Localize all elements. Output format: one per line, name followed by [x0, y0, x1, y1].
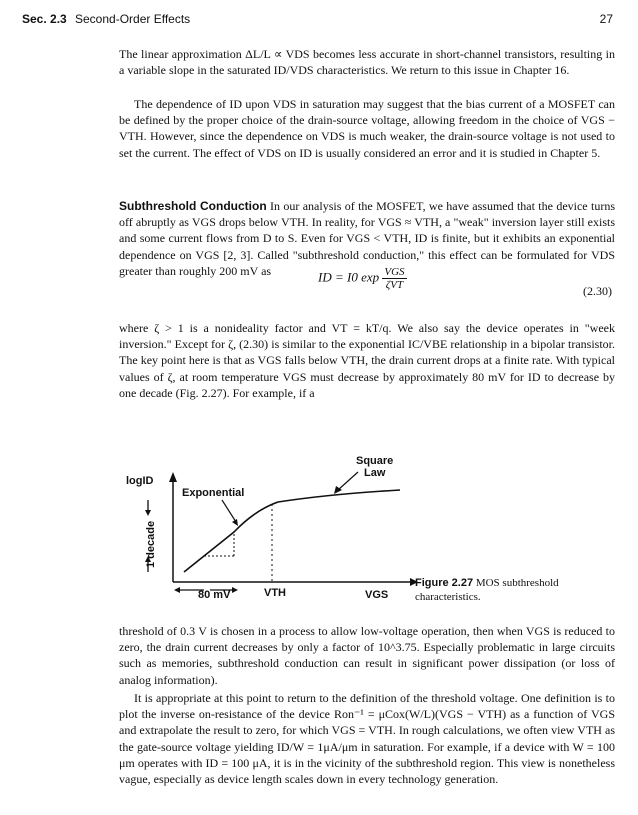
- section-number: Sec. 2.3: [22, 12, 67, 26]
- paragraph-4: where ζ > 1 is a nonideality factor and VT = kT/q. We also say the device operates in "week inversion." Except for ζ, (2.30) is similar to the exponential IC/VBE relationship in a bipolar transistor. The key point here is that as VGS falls below VTH, the drain current drops at a finite rate. With typical values of ζ, at room temperature VGS must decrease by approximately 80 mV for ID to decrease by one decade (Fig. 2.27). For example, if a: [119, 321, 615, 400]
- subthreshold-text: In our analysis of the MOSFET, we have assumed that the device turns off abruptly as VGS drops below VTH. In reality, for VGS ≈ VTH, a "weak" inversion layer still exists and some current flows from D to S. Even for VGS < VTH, ID is finite, but it exhibits an exponential dependence on VGS [2, 3]. Called "subthreshold conduction," this effect can be formulated for VDS greater than roughly 200 mV as: [119, 199, 615, 278]
- paragraph-2: The dependence of ID upon VDS in saturation may suggest that the bias current of a MOSFET can be defined by the proper choice of the drain-source voltage, allowing freedom in the choice of VGS − VTH. However, since the dependence on VDS is much weaker, the drain-source voltage is not used to set the current. The effect of VDS on ID is usually considered an error and it is studied in Chapter 5.: [119, 97, 615, 160]
- paragraph-1: The linear approximation ΔL/L ∝ VDS becomes less accurate in short-channel transistors, resulting in a variable slope in the saturated ID/VDS characteristics. We return to this issue in Chapter 16.: [119, 47, 615, 78]
- equation-2-30: [318, 266, 407, 291]
- subthreshold-heading: Subthreshold Conduction: [119, 199, 267, 213]
- delta-arrowhead-left: [174, 587, 180, 593]
- equation-number: (2.30): [583, 284, 612, 298]
- running-title: Second-Order Effects: [75, 12, 191, 26]
- vth-label: VTH: [264, 587, 286, 599]
- paragraph-5: threshold of 0.3 V is chosen in a process to allow low-voltage operation, then when VGS is reduced to zero, the drain current decreases by only a factor of 10^3.75. Especially problematic in large circuits such as memories, subthreshold conduction can result in significant power dissipation (or loss of analog information).: [119, 624, 615, 687]
- law-label: Law: [364, 467, 386, 479]
- y-axis-arrow: [169, 472, 177, 482]
- figure-caption: [415, 576, 615, 604]
- delta-label: 80 mV: [198, 589, 231, 601]
- equation-fraction: [382, 266, 406, 291]
- decade-label: 1 decade: [145, 520, 157, 568]
- square-label: Square: [356, 455, 394, 467]
- exponential-pointer: [222, 500, 236, 522]
- y-axis-label: logID: [126, 475, 154, 487]
- paragraph-6: It is appropriate at this point to return to the definition of the threshold voltage. One definition is to plot the inverse on-resistance of the device Ron⁻¹ = μCox(W/L)(VGS − VTH) as a function of VGS and extrapolate the result to zero, for which VGS = VTH. In rough calculations, we often view VTH as the gate-source voltage yielding ID/W = 1μA/μm in saturation. For example, if a device with W = 100 μm operates with ID = 100 μA, it is in the vicinity of the subthreshold region. This view is nonetheless vague, especially as device length scales down in every technology generation.: [119, 691, 615, 787]
- delta-arrowhead-right: [232, 587, 238, 593]
- page-number: 27: [599, 12, 613, 26]
- subthreshold-figure: [110, 450, 430, 610]
- decade-arrowhead-top: [145, 510, 151, 516]
- id-curve: [184, 490, 400, 572]
- figure-caption-text: MOS subthreshold characteristics.: [415, 577, 559, 603]
- equation-lhs: ID = I0 exp: [318, 269, 380, 285]
- square-law-pointer: [338, 472, 358, 490]
- exponential-label: Exponential: [182, 487, 245, 499]
- equation-denominator: ζVT: [385, 279, 404, 291]
- figure-caption-label: Figure 2.27: [415, 577, 474, 589]
- x-axis-label: VGS: [365, 589, 389, 601]
- equation-numerator: VGS: [384, 266, 405, 278]
